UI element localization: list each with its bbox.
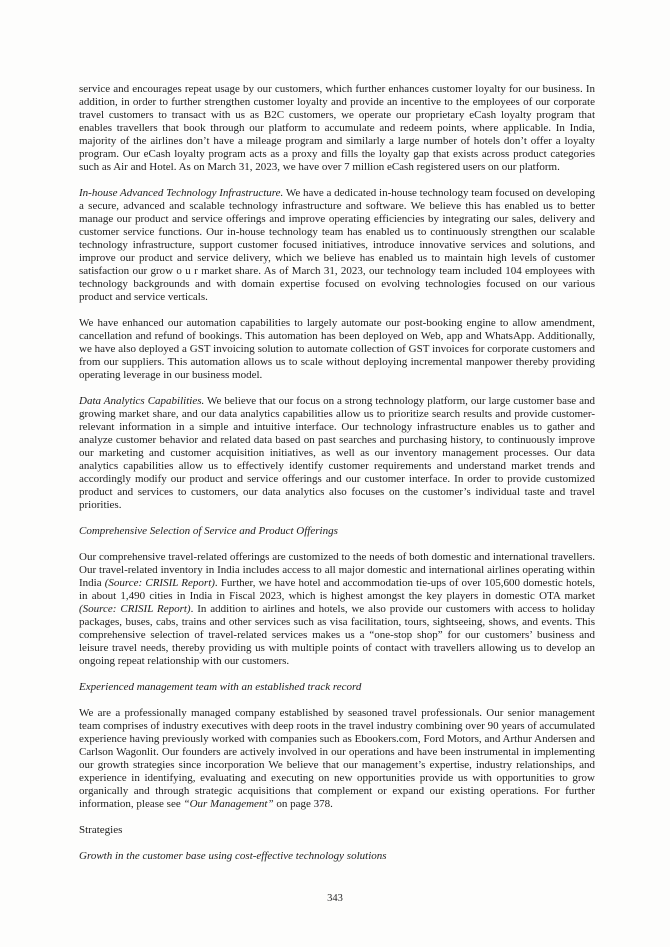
paragraph-lead-in-italic: Data Analytics Capabilities.	[79, 395, 205, 407]
paragraph-text: . In addition to airlines and hotels, we also provide our customers with access to holiday packages, buses, cabs, trains and other services such as visa facilitation, tours, sightseeing, shows, and events. This comprehensive selection of travel-related services makes us a “one-stop shop” for our customers’ business and leisure travel needs, thereby providing us with multiple points of contact with travellers allowing us to develop an ongoing repeat relationship with our customers.	[79, 603, 595, 667]
paragraph-ecash-loyalty	[79, 83, 595, 174]
paragraph-lead-in-italic: In-house Advanced Technology Infrastructure.	[79, 187, 284, 199]
page-number: 343	[327, 893, 343, 904]
page-footer	[0, 893, 670, 904]
heading-comprehensive-selection: Comprehensive Selection of Service and Product Offerings	[79, 525, 338, 537]
paragraph-text: on page 378.	[273, 798, 333, 810]
paragraph-text: service and encourages repeat usage by our customers, which further enhances customer loyalty for our business. In addition, in order to further strengthen customer loyalty and provide an incentive to the employees of our corporate travel customers to transact with us as B2C customers, we operate our proprietary eCash loyalty program that enables travellers that book through our platform to accumulate and redeem points, where applicable. In India, majority of the airlines don’t have a mileage program and similarly a large number of hotels don’t offer a loyalty program. Our eCash loyalty program acts as a proxy and fills the loyalty gap that exists across product categories such as Air and Hotel. As on March 31, 2023, we have over 7 million eCash registered users on our platform.	[79, 83, 595, 173]
source-citation-italic: (Source: CRISIL Report)	[104, 577, 215, 589]
paragraph-comprehensive-offerings	[79, 551, 595, 668]
heading-strategies: Strategies	[79, 824, 123, 836]
paragraph-data-analytics	[79, 395, 595, 512]
page-content	[79, 83, 595, 876]
paragraph-text: Our comprehensive travel-related offerings are customized to the needs of both domestic and international travellers. Our travel-related inventory in India includes access to all major domestic and international airlines operating within India	[79, 551, 595, 589]
paragraph-text: We have a dedicated in-house technology team focused on developing a secure, advanced and scalable technology infrastructure and software. We believe this has enabled us to better manage our product and service offerings and improve operating efficiencies by integrating our sales, delivery and customer service functions. Our in-house technology team has enabled us to continuously strengthen our scalable technology infrastructure, support customer focused initiatives, introduce innovative services and solutions, and improve our product and service delivery, which we believe has enabled us to maintain high levels of customer satisfaction our grow o u r market share. As of March 31, 2023, our technology team included 104 employees with technology backgrounds and with domain expertise focused on evolving technologies focused on our various product and service verticals.	[79, 187, 596, 303]
paragraph-automation	[79, 317, 595, 382]
heading-experienced-management: Experienced management team with an established track record	[79, 681, 362, 693]
paragraph-text: . Further, we have hotel and accommodation tie-ups of over 105,600 domestic hotels, in about 1,490 cities in India in Fiscal 2023, which is highest amongst the key players in domestic OTA market	[79, 577, 595, 602]
heading-growth-customer-base: Growth in the customer base using cost-effective technology solutions	[79, 850, 387, 862]
cross-reference-italic: “Our Management”	[183, 798, 274, 810]
paragraph-text: We are a professionally managed company established by seasoned travel professionals. Our senior management team comprises of industry executives with deep roots in the travel industry combining over 90 years of accumulated experience having previously worked with companies such as Ebookers.com, Ford Motors, and Arthur Andersen and Carlson Wagonlit. Our founders are actively involved in our operations and have been instrumental in implementing our growth strategies since incorporation We believe that our management’s expertise, industry relationships, and experience in identifying, evaluating and executing on new opportunities provide us with opportunities to grow organically and through strategic acquisitions that complement or expand our existing operations. For further information, please see	[79, 707, 595, 810]
paragraph-inhouse-technology	[79, 187, 595, 304]
source-citation-italic: (Source: CRISIL Report)	[79, 603, 191, 615]
paragraph-management-team	[79, 707, 595, 811]
paragraph-text: We have enhanced our automation capabilities to largely automate our post-booking engine to allow amendment, cancellation and refund of bookings. This automation has been deployed on Web, app and WhatsApp. Additionally, we have also deployed a GST invoicing solution to automate collection of GST invoices for corporate customers and from our suppliers. This automation allows us to scale without deploying incremental manpower thereby providing operating leverage in our business model.	[79, 317, 595, 381]
paragraph-text: We believe that our focus on a strong technology platform, our large customer base and growing market share, and our data analytics capabilities allow us to prioritize search results and provide customer-relevant information in a simple and intuitive interface. Our technology infrastructure enables us to gather and analyze customer behavior and related data based on past searches and purchasing history, to continuously improve our marketing and customer acquisition initiatives, as well as our inventory management processes. Our data analytics capabilities allow us to effectively identify customer requirements and understand market trends and accordingly modify our product and service offerings and our customer interface. In order to provide customized product and services to customers, our data analytics also focuses on the customer’s individual taste and travel priorities.	[79, 395, 595, 511]
